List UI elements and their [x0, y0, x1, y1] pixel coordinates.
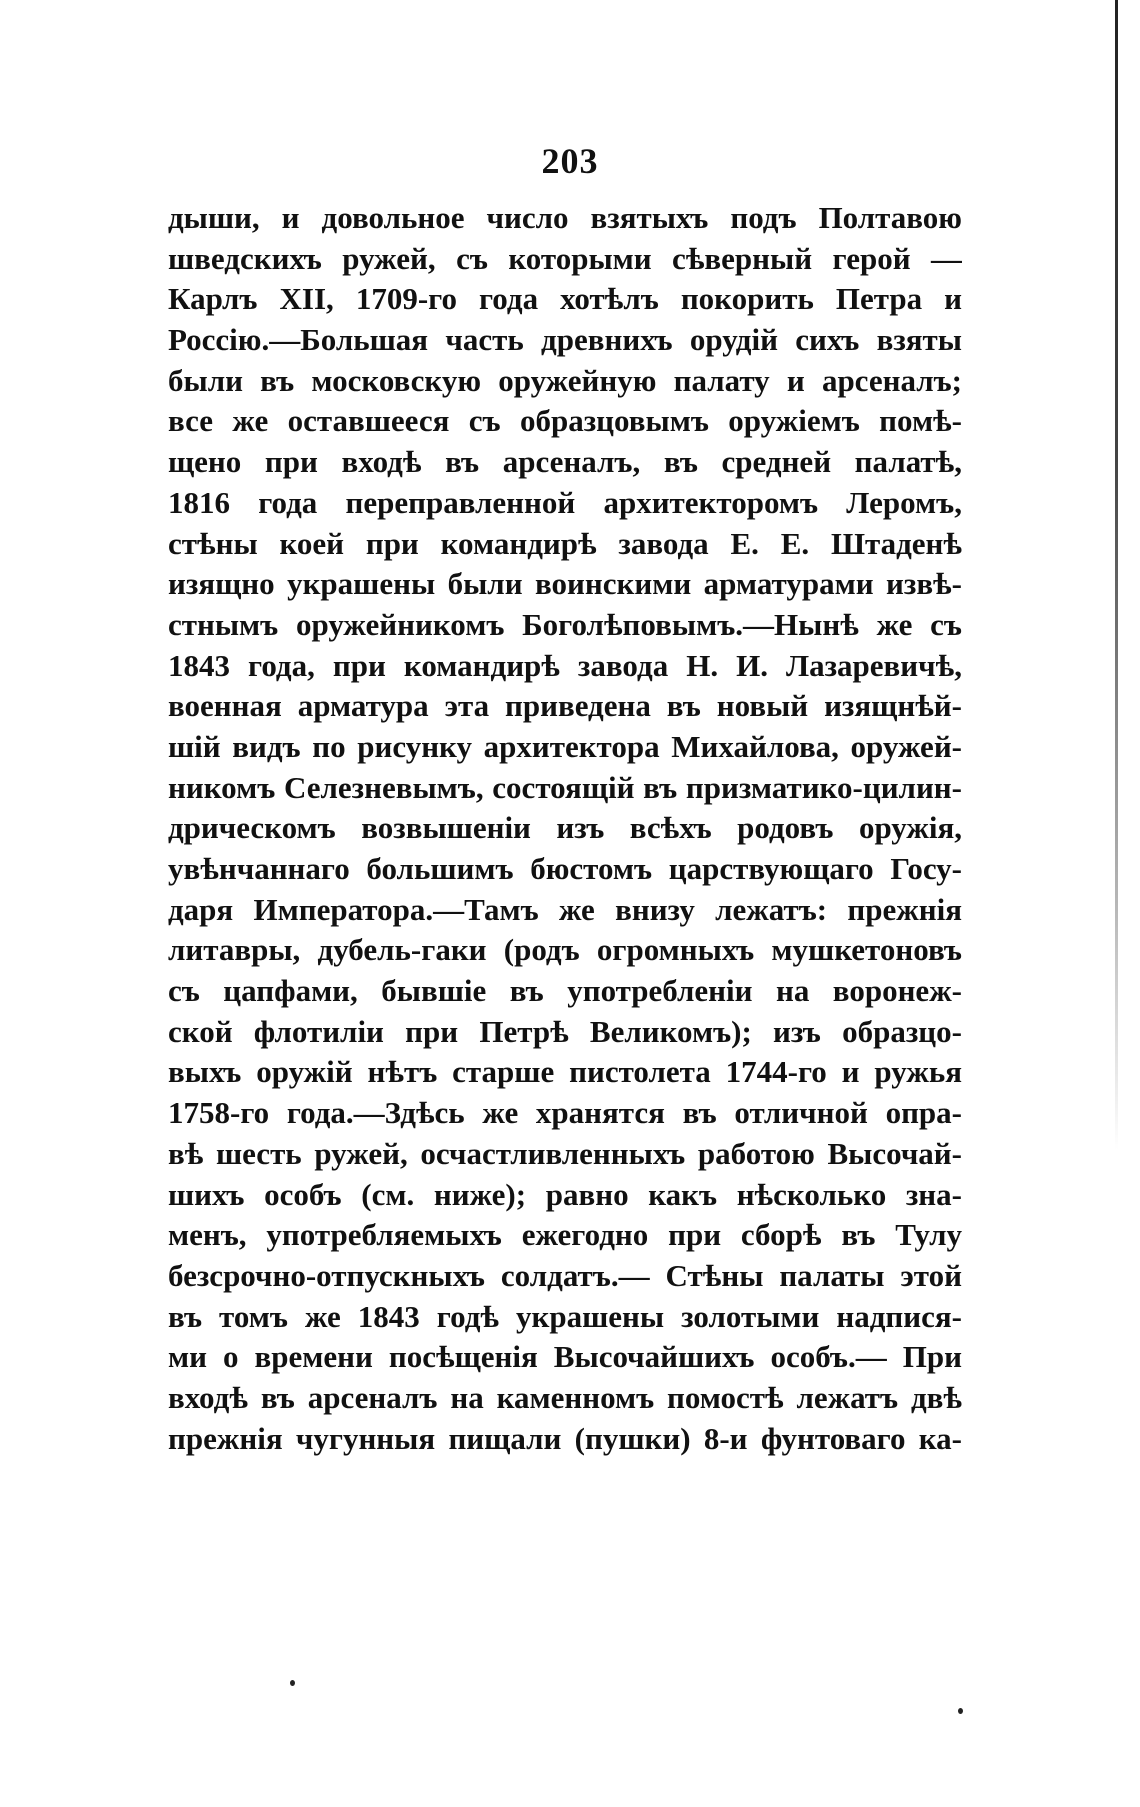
text-line: изящно украшены были воинскими арматурами извѣ- — [168, 566, 962, 602]
text-line: литавры, дубель-гаки (родъ огромныхъ мушкетоновъ — [168, 932, 962, 968]
text-line: вѣ шесть ружей, осчастливленныхъ работою Высочай- — [168, 1135, 962, 1171]
text-line: въ томъ же 1843 годѣ украшены золотыми надпися- — [168, 1298, 962, 1334]
text-line: ской флотиліи при Петрѣ Великомъ); изъ образцо- — [168, 1013, 962, 1049]
text-line: дрическомъ возвышеніи изъ всѣхъ родовъ оружія, — [168, 810, 962, 846]
text-line: военная арматура эта приведена въ новый изящнѣй- — [168, 688, 962, 724]
text-line: стнымъ оружейникомъ Боголѣповымъ.—Нынѣ же съ — [168, 606, 962, 642]
text-line: 1758-го года.—Здѣсь же хранятся въ отличной опра- — [168, 1095, 962, 1131]
text-line: щено при входѣ въ арсеналъ, въ средней палатѣ, — [168, 444, 962, 480]
text-line: входѣ въ арсеналъ на каменномъ помостѣ лежатъ двѣ — [168, 1379, 962, 1415]
text-line: стѣны коей при командирѣ завода Е. Е. Штаденѣ — [168, 525, 962, 561]
ink-speck — [958, 1708, 963, 1714]
text-line: шведскихъ ружей, съ которыми сѣверный герой — — [168, 240, 962, 276]
text-line: все же оставшееся съ образцовымъ оружіемъ помѣ- — [168, 403, 962, 439]
ink-speck — [290, 1680, 295, 1686]
text-line: прежнія чугунныя пищали (пушки) 8-и фунтоваго ка- — [168, 1420, 962, 1456]
text-line: 1816 года переправленной архитекторомъ Леромъ, — [168, 484, 962, 520]
text-line: 1843 года, при командирѣ завода Н. И. Лазаревичѣ, — [168, 647, 962, 683]
text-line: были въ московскую оружейную палату и арсеналъ; — [168, 362, 962, 398]
text-line: выхъ оружій нѣтъ старше пистолета 1744-го и ружья — [168, 1054, 962, 1090]
text-line: ми о времени посѣщенія Высочайшихъ особъ.— При — [168, 1339, 962, 1375]
text-line: шихъ особъ (см. ниже); равно какъ нѣсколько зна- — [168, 1176, 962, 1212]
text-line: дыши, и довольное число взятыхъ подъ Полтавою — [168, 200, 962, 235]
text-line: менъ, употребляемыхъ ежегодно при сборѣ въ Тулу — [168, 1217, 962, 1253]
text-line: шій видъ по рисунку архитектора Михайлова, оружей- — [168, 728, 962, 764]
body-text — [168, 198, 962, 1459]
text-line: безсрочно-отпускныхъ солдатъ.— Стѣны палаты этой — [168, 1257, 962, 1293]
text-line: съ цапфами, бывшіе въ употребленіи на воронеж- — [168, 973, 962, 1009]
text-line: увѣнчаннаго большимъ бюстомъ царствующаго Госу- — [168, 851, 962, 886]
text-line: даря Императора.—Тамъ же внизу лежатъ: прежнія — [168, 891, 962, 927]
text-line: Россію.—Большая часть древнихъ орудій сихъ взяты — [168, 322, 962, 358]
text-line: никомъ Селезневымъ, состоящій въ призматико-цилин- — [168, 769, 962, 805]
text-line: Карлъ XII, 1709-го года хотѣлъ покорить Петра и — [168, 281, 962, 317]
page-number: 203 — [541, 141, 599, 181]
